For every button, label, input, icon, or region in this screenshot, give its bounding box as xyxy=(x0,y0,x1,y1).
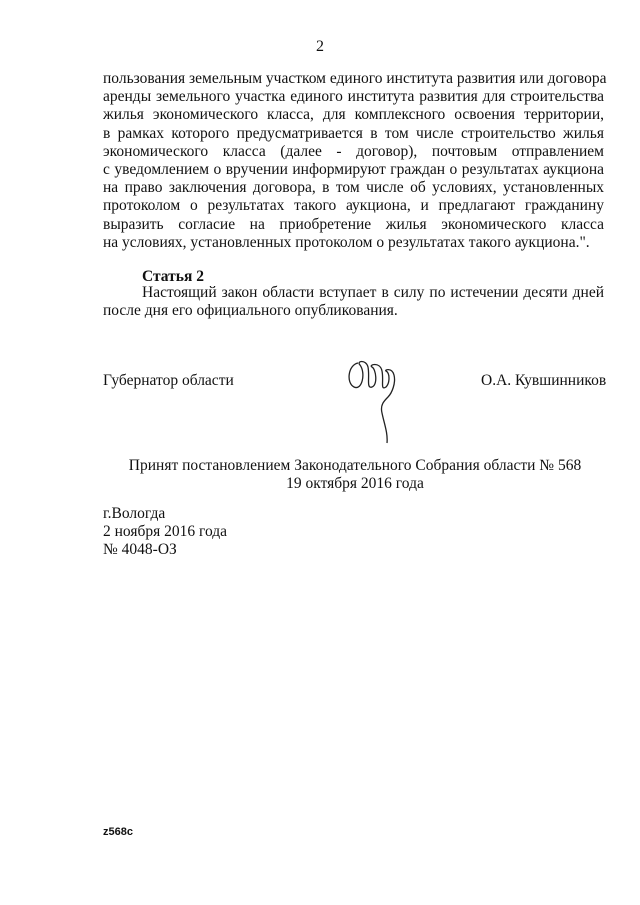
text-line: аренды земельного участка единого института развития для строительства xyxy=(103,88,604,106)
page-number: 2 xyxy=(316,38,324,55)
text-line: пользования земельным участком единого института развития или договора xyxy=(103,70,607,87)
text-line: экономического класса (далее - договор), почтовым отправлением xyxy=(103,142,604,160)
article-2-heading: Статья 2 xyxy=(142,268,204,285)
document-code: z568c xyxy=(103,826,133,838)
article-2-body xyxy=(103,284,604,320)
law-number: № 4048-ОЗ xyxy=(103,541,177,559)
text-line: выразить согласие на приобретение жилья экономического класса xyxy=(103,215,604,233)
adoption-date: 19 октября 2016 года xyxy=(286,475,424,493)
text-line: протоколом о результатах такого аукциона, и предлагают гражданину xyxy=(103,197,604,215)
text-line: на условиях, установленных протоколом о результатах такого аукциона.". xyxy=(103,233,590,251)
paragraph-continuation xyxy=(103,70,607,252)
text-line: после дня его официального опубликования. xyxy=(103,302,398,320)
signatory-position: Губернатор области xyxy=(103,372,234,389)
signatory-name: О.А. Кувшинников xyxy=(481,372,607,389)
adoption-note xyxy=(0,457,640,493)
signing-date: 2 ноября 2016 года xyxy=(103,523,228,541)
place-date-block xyxy=(103,505,227,560)
text-line: с уведомлением о вручении информируют граждан о результатах аукциона xyxy=(103,161,604,179)
text-line: Настоящий закон области вступает в силу по истечении десяти дней xyxy=(142,284,604,301)
city: г.Вологда xyxy=(103,505,166,522)
text-line: жилья экономического класса, для комплексного освоения территории, xyxy=(103,106,604,124)
adoption-line: Принят постановлением Законодательного Собрания области № 568 xyxy=(128,457,582,474)
handwritten-signature xyxy=(340,353,400,445)
text-line: в рамках которого предусматривается в том числе строительство жилья xyxy=(103,124,604,142)
text-line: на право заключения договора, в том числе об условиях, установленных xyxy=(103,179,604,197)
